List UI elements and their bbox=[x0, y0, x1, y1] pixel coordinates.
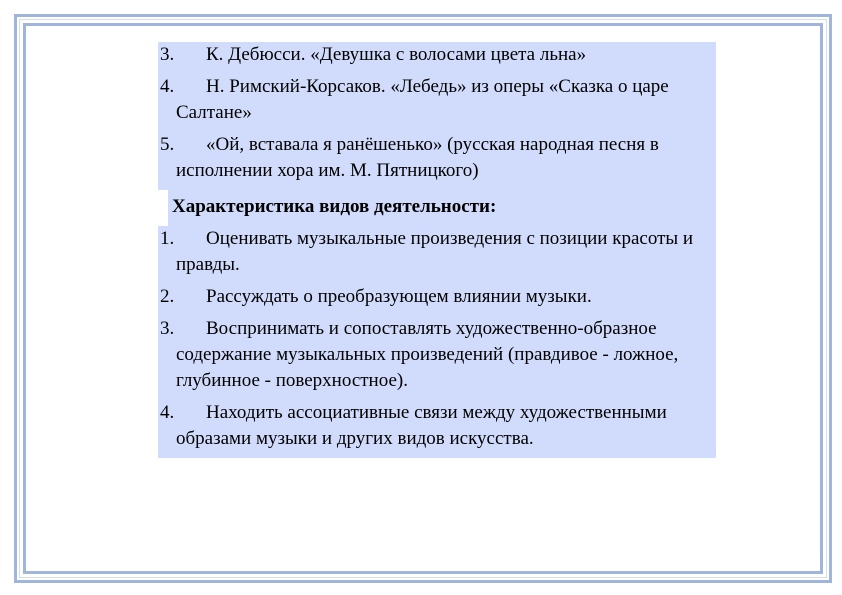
list-number: 3. bbox=[160, 44, 175, 65]
list-item bbox=[158, 42, 716, 74]
list-number: 3. bbox=[160, 318, 175, 339]
list-text: «Ой, вставала я ранёшенько» (русская народная песня в исполнении хора им. М. Пятницкого) bbox=[176, 134, 659, 181]
list-number: 2. bbox=[160, 286, 175, 307]
list-item bbox=[158, 226, 716, 284]
list-item bbox=[158, 132, 716, 190]
list-text: Находить ассоциативные связи между художественными образами музыки и других видов искусства. bbox=[176, 402, 667, 449]
slide-content bbox=[158, 42, 716, 458]
list-text: Рассуждать о преобразующем влиянии музыки. bbox=[206, 286, 592, 307]
list-text: Н. Римский-Корсаков. «Лебедь» из оперы «Сказка о царе Салтане» bbox=[176, 76, 669, 123]
list-number: 5. bbox=[160, 134, 175, 155]
list-item bbox=[158, 74, 716, 132]
list-text: К. Дебюсси. «Девушка с волосами цвета льна» bbox=[206, 44, 587, 65]
list-item bbox=[158, 284, 716, 316]
list-text: Оценивать музыкальные произведения с позиции красоты и правды. bbox=[176, 228, 694, 275]
list-number: 4. bbox=[160, 76, 175, 97]
section-heading: Характеристика видов деятельности: bbox=[168, 190, 716, 226]
list-number: 1. bbox=[160, 228, 175, 249]
list-number: 4. bbox=[160, 402, 175, 423]
list-text: Воспринимать и сопоставлять художественно-образное содержание музыкальных произведений (правдивое - ложное, глубинное - поверхностное). bbox=[176, 318, 679, 391]
list-item bbox=[158, 316, 716, 400]
list-item bbox=[158, 400, 716, 458]
